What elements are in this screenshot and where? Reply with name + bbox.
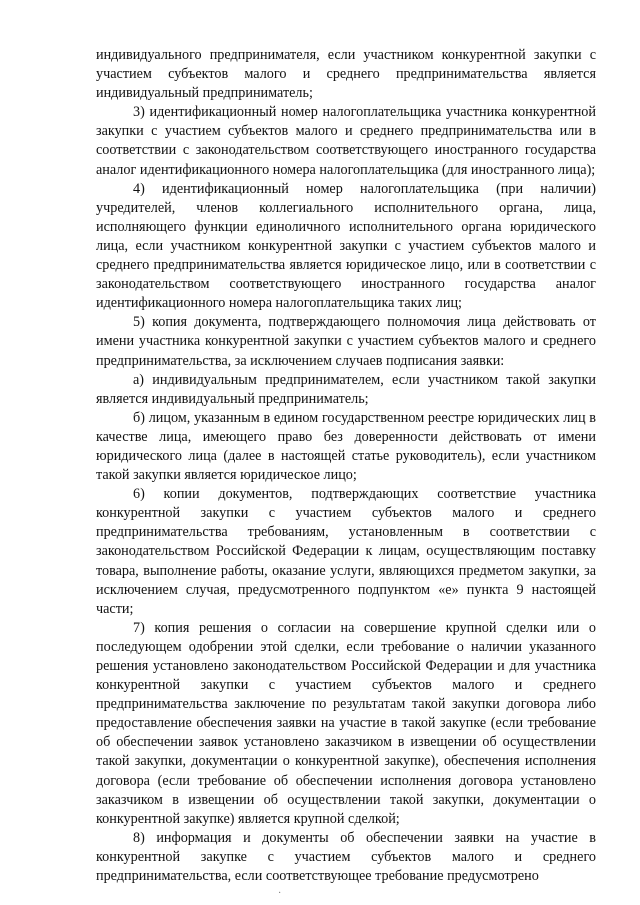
paragraph-item-5b: б) лицом, указанным в едином государственном реестре юридических лиц в качестве лица, имеющего право без доверенности действовать от имени юридического лица (далее в настоящей статье руководитель), если участником такой закупки является юридическое лицо; bbox=[96, 409, 596, 484]
paragraph-item-5: 5) копия документа, подтверждающего полномочия лица действовать от имени участника конкурентной закупки с участием субъектов малого и среднего предпринимательства, за исключением случаев подписания заявки: bbox=[96, 314, 596, 369]
paragraph-item-6: 6) копии документов, подтверждающих соответствие участника конкурентной закупки с участием субъектов малого и среднего предпринимательства требованиям, установленным в соответствии с законодательством Российской Федерации к лицам, осуществляющим поставку товара, выполнение работы, оказание услуги, являющихся предметом закупки, за исключением случая, предусмотренного подпунктом «е» пункта 9 настоящей части; bbox=[96, 486, 596, 617]
paragraph-item-3: 3) идентификационный номер налогоплательщика участника конкурентной закупки с участием субъектов малого и среднего предпринимательства или в соответствии с законодательством соответствующего иностранного государства аналог идентификационного номера налогоплательщика (для иностранного лица); bbox=[96, 104, 596, 178]
paragraph-item-8: 8) информация и документы об обеспечении заявки на участие в конкурентной закупке с участием субъектов малого и среднего предпринимательства, если соответствующее требование предусмотрено bbox=[96, 829, 596, 885]
paragraph-continuation: индивидуального предпринимателя, если участником конкурентной закупки с участием субъектов малого и среднего предпринимательства является индивидуальный предприниматель; bbox=[96, 47, 596, 102]
paragraph-item-7: 7) копия решения о согласии на совершение крупной сделки или о последующем одобрении этой сделки, если требование о наличии указанного решения установлено законодательством Российской Федерации и для участника конкурентной закупки с участием субъектов малого и среднего предпринимательства заключение по результатам такой закупки договора либо предоставление обеспечения заявки на участие в такой закупке (если требование об обеспечении заявок установлено заказчиком в извещении об осуществлении такой закупки, документации о конкурентной закупке), обеспечения исполнения договора (если требование об обеспечении исполнения договора установлено заказчиком в извещении об осуществлении такой закупки, документации о конкурентной закупке) является крупной сделкой; bbox=[96, 619, 596, 827]
paragraph-item-4: 4) идентификационный номер налогоплательщика (при наличии) учредителей, членов коллегиального исполнительного органа, лица, исполняющего функции единоличного исполнительного органа юридического лица, если участником конкурентной закупки с участием субъектов малого и среднего предпринимательства является юридическое лицо, или в соответствии с законодательством соответствующего иностранного государства аналог идентификационного номера налогоплательщика таких лиц; bbox=[96, 180, 596, 312]
scan-speck: · bbox=[278, 888, 282, 899]
paragraph-item-5a: а) индивидуальным предпринимателем, если участником такой закупки является индивидуальный предприниматель; bbox=[96, 371, 596, 407]
document-body bbox=[96, 46, 596, 886]
